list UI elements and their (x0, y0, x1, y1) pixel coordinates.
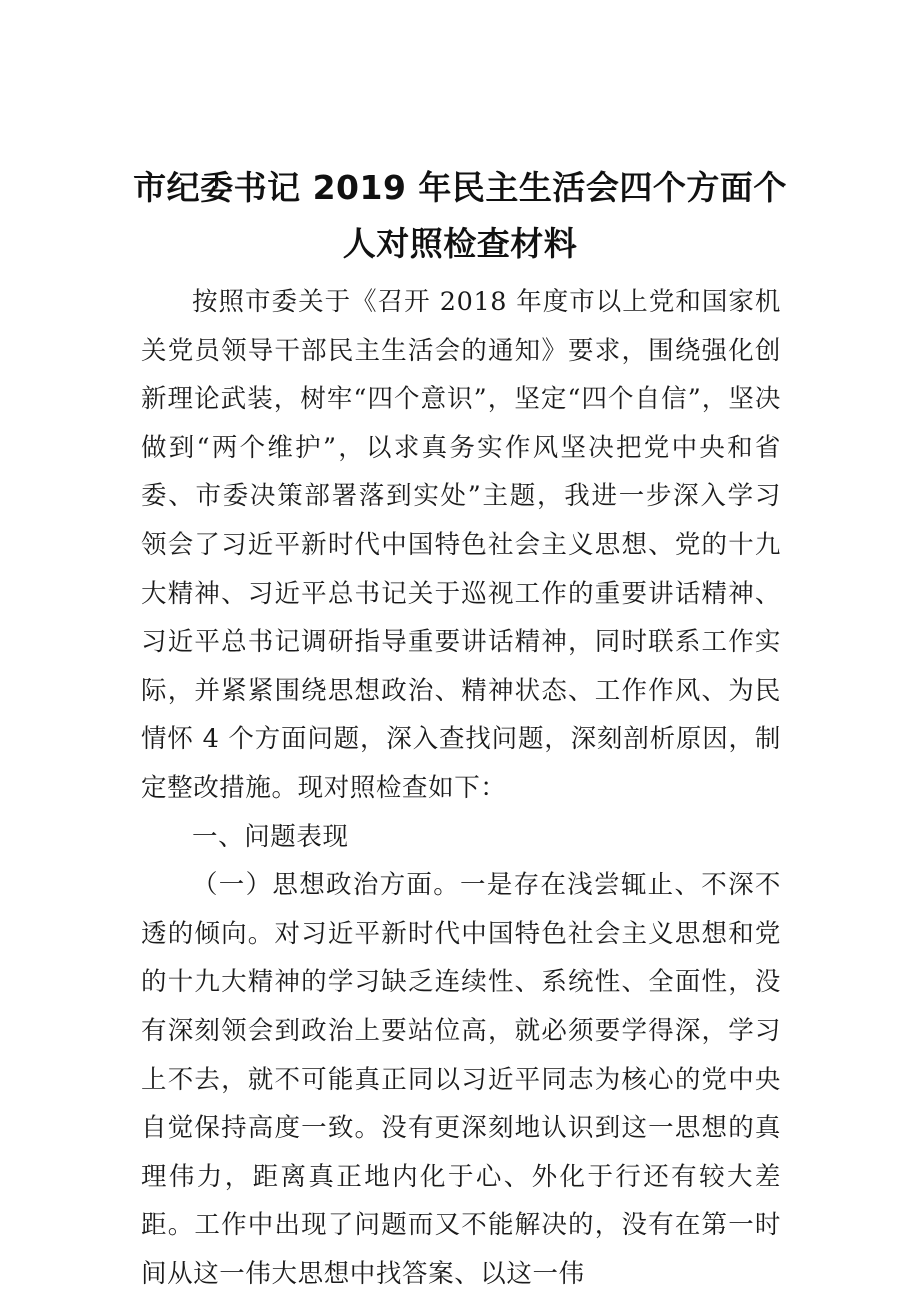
document-body (141, 278, 781, 1298)
intro-paragraph: 按照市委关于《召开 2018 年度市以上党和国家机关党员领导干部民主生活会的通知》要求，围绕强化创新理论武装，树牢“四个意识”，坚定“四个自信”，坚决做到“两个维护”，以求真务实作风坚决把党中央和省委、市委决策部署落到实处”主题，我进一步深入学习领会了习近平新时代中国特色社会主义思想、党的十九大精神、习近平总书记关于巡视工作的重要讲话精神、习近平总书记调研指导重要讲话精神，同时联系工作实际，并紧紧围绕思想政治、精神状态、工作作风、为民情怀 4 个方面问题，深入查找问题，深刻剖析原因，制定整改措施。现对照检查如下： (141, 287, 781, 803)
section-heading: 一、问题表现 (192, 821, 349, 852)
body-paragraph: （一）思想政治方面。一是存在浅尝辄止、不深不透的倾向。对习近平新时代中国特色社会主义思想和党的十九大精神的学习缺乏连续性、系统性、全面性，没有深刻领会到政治上要站位高，就必须要学得深，学习上不去，就不可能真正同以习近平同志为核心的党中央自觉保持高度一致。没有更深刻地认识到这一思想的真理伟力，距离真正地内化于心、外化于行还有较大差距。工作中出现了问题而又不能解决的，没有在第一时间从这一伟大思想中找答案、以这一伟 (141, 870, 781, 1289)
document-title: 市纪委书记 2019 年民主生活会四个方面个人对照检查材料 (133, 168, 787, 264)
